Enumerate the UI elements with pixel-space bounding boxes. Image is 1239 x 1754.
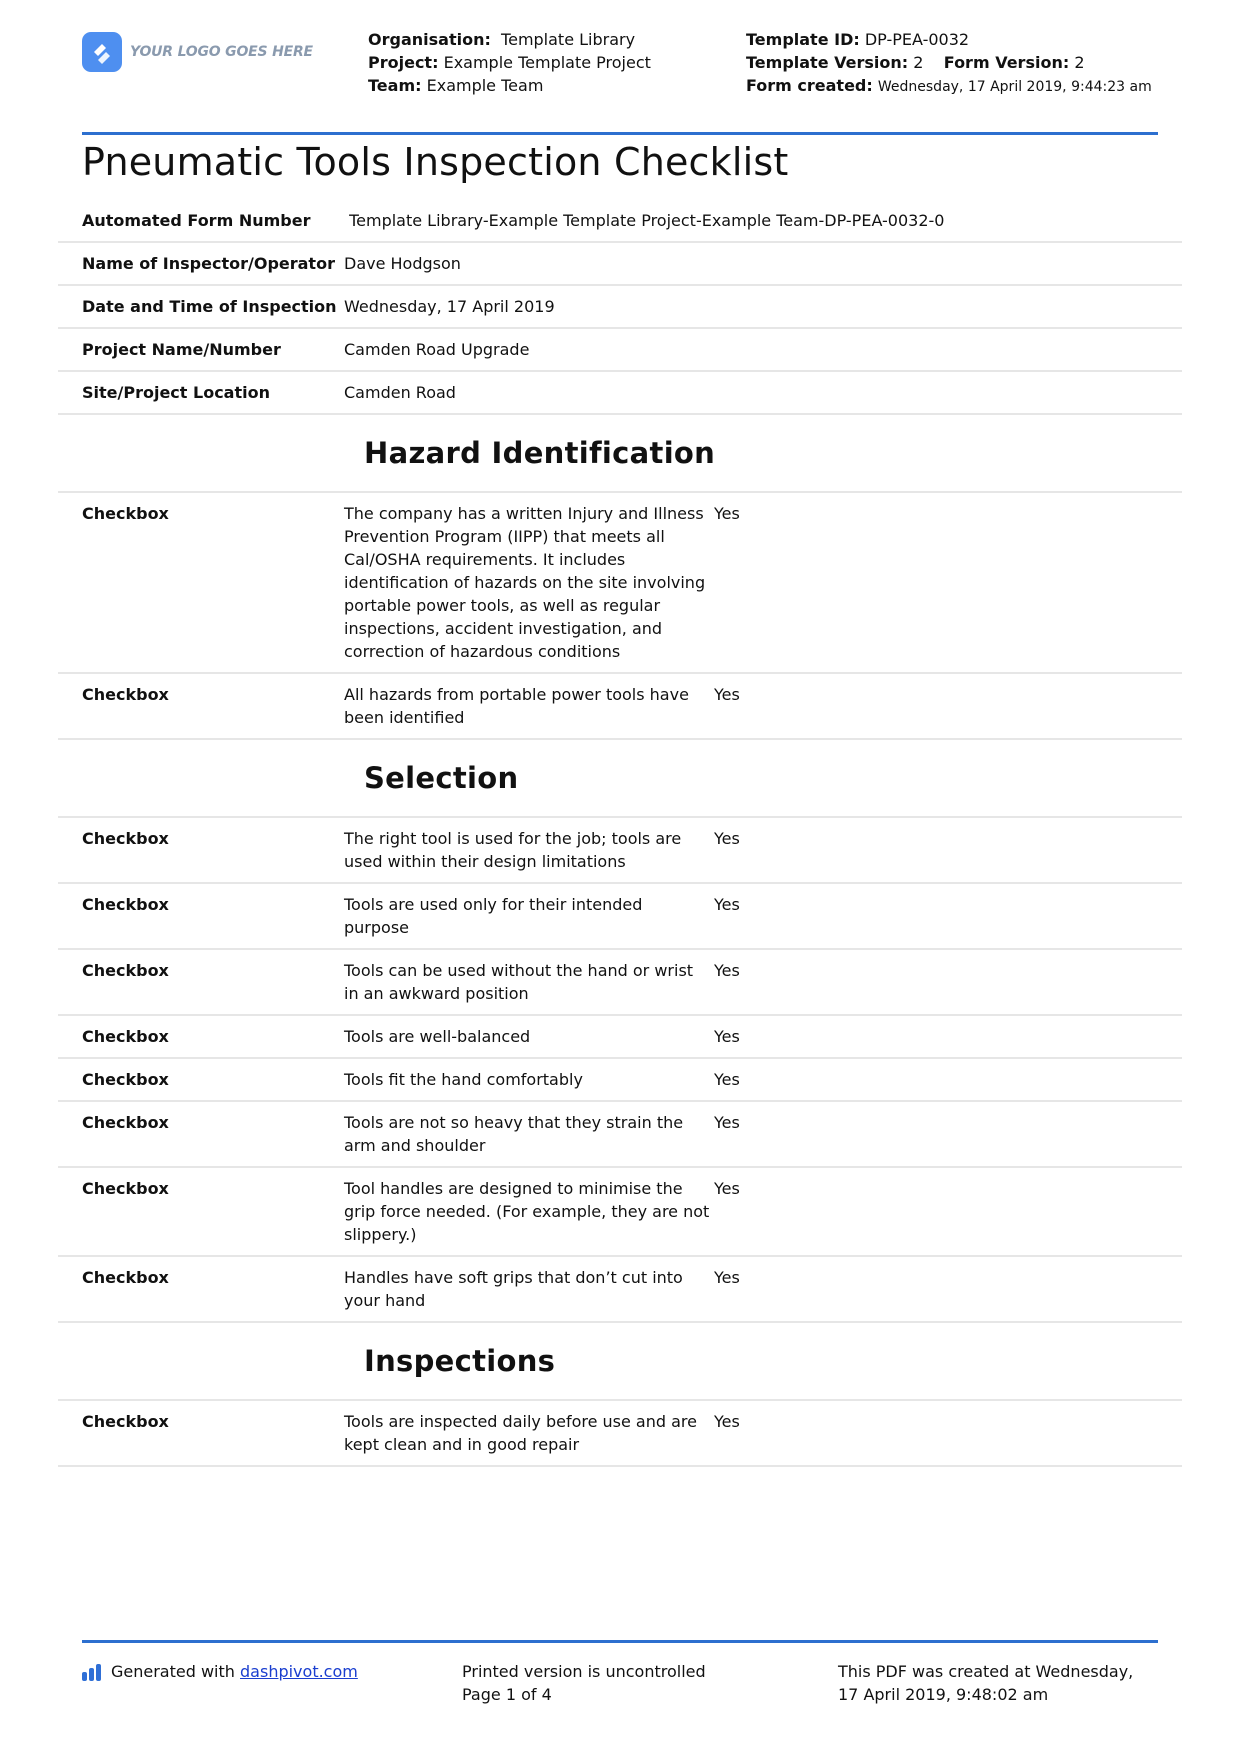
checklist-item xyxy=(58,1059,1182,1102)
item-label: Checkbox xyxy=(82,1027,169,1046)
item-answer: Yes xyxy=(714,1070,740,1089)
form-version-label: Form Version: xyxy=(943,53,1070,72)
item-text: Tools are used only for their intended purpose xyxy=(344,895,643,937)
project-label: Project: xyxy=(368,53,439,72)
item-answer: Yes xyxy=(714,1027,740,1046)
page-title: Pneumatic Tools Inspection Checklist xyxy=(82,140,789,184)
template-version-value: 2 xyxy=(913,53,924,72)
page-number: Page 1 of 4 xyxy=(462,1685,552,1704)
dashpivot-link[interactable]: dashpivot.com xyxy=(240,1662,358,1681)
detail-label: Name of Inspector/Operator xyxy=(82,254,335,273)
item-text: Tools can be used without the hand or wrist in an awkward position xyxy=(344,961,694,1003)
pdf-created: This PDF was created at Wednesday, 17 April 2019, 9:48:02 am xyxy=(838,1662,1134,1704)
detail-value: Camden Road Upgrade xyxy=(344,340,530,359)
item-label: Checkbox xyxy=(82,829,169,848)
dashpivot-icon xyxy=(82,1663,103,1681)
detail-value: Dave Hodgson xyxy=(344,254,461,273)
header-divider xyxy=(82,132,1158,135)
item-answer: Yes xyxy=(714,1412,740,1431)
item-answer: Yes xyxy=(714,895,740,914)
item-label: Checkbox xyxy=(82,895,169,914)
organisation-meta xyxy=(368,28,651,97)
checklist-item xyxy=(58,1401,1182,1467)
form-created-value: Wednesday, 17 April 2019, 9:44:23 am xyxy=(877,79,1152,95)
section-heading: Hazard Identification xyxy=(364,436,716,470)
item-label: Checkbox xyxy=(82,685,169,704)
project-value: Example Template Project xyxy=(443,53,651,72)
item-label: Checkbox xyxy=(82,1268,169,1287)
section-header xyxy=(58,415,1182,493)
detail-value: Wednesday, 17 April 2019 xyxy=(344,297,555,316)
item-text: Tool handles are designed to minimise the grip force needed. (For example, they are not slippery.) xyxy=(344,1179,710,1244)
item-label: Checkbox xyxy=(82,504,169,523)
detail-value: Template Library-Example Template Project-Example Team-DP-PEA-0032-0 xyxy=(344,211,945,230)
checklist-table xyxy=(58,200,1182,1467)
item-text: The company has a written Injury and Illness Prevention Program (IIPP) that meets all Cal/OSHA requirements. It includes identification of hazards on the site involving portable power tools, as well as regular inspections, accident investigation, and correction of hazardous conditions xyxy=(344,504,706,661)
checklist-item xyxy=(58,493,1182,674)
checklist-item xyxy=(58,818,1182,884)
logo-icon xyxy=(82,32,122,72)
organisation-label: Organisation: xyxy=(368,30,491,49)
checklist-item xyxy=(58,674,1182,740)
company-logo xyxy=(82,32,313,72)
item-label: Checkbox xyxy=(82,1070,169,1089)
footer-divider xyxy=(82,1640,1158,1643)
item-answer: Yes xyxy=(714,1113,740,1132)
checklist-item xyxy=(58,950,1182,1016)
item-answer: Yes xyxy=(714,504,740,523)
item-text: The right tool is used for the job; tools are used within their design limitations xyxy=(344,829,682,871)
team-label: Team: xyxy=(368,76,422,95)
generated-with xyxy=(82,1660,358,1683)
detail-row xyxy=(58,372,1182,415)
item-answer: Yes xyxy=(714,685,740,704)
detail-row xyxy=(58,329,1182,372)
item-answer: Yes xyxy=(714,1179,740,1198)
template-meta xyxy=(746,28,1156,99)
checklist-item xyxy=(58,1016,1182,1059)
uncontrolled-notice xyxy=(462,1660,706,1706)
checklist-item xyxy=(58,1168,1182,1257)
item-label: Checkbox xyxy=(82,1179,169,1198)
item-text: All hazards from portable power tools have been identified xyxy=(344,685,689,727)
item-answer: Yes xyxy=(714,1268,740,1287)
section-heading: Selection xyxy=(364,761,519,795)
detail-row xyxy=(58,200,1182,243)
item-text: Tools are not so heavy that they strain the arm and shoulder xyxy=(344,1113,684,1155)
item-label: Checkbox xyxy=(82,961,169,980)
checklist-item xyxy=(58,1257,1182,1323)
item-text: Handles have soft grips that don’t cut into your hand xyxy=(344,1268,683,1310)
form-version-value: 2 xyxy=(1074,53,1085,72)
section-heading: Inspections xyxy=(364,1344,556,1378)
generated-prefix: Generated with xyxy=(111,1662,235,1681)
uncontrolled-text: Printed version is uncontrolled xyxy=(462,1662,706,1681)
item-answer: Yes xyxy=(714,829,740,848)
template-id-value: DP-PEA-0032 xyxy=(864,30,970,49)
detail-row xyxy=(58,243,1182,286)
detail-label: Automated Form Number xyxy=(82,211,311,230)
item-text: Tools fit the hand comfortably xyxy=(344,1070,583,1089)
organisation-value: Template Library xyxy=(495,30,636,49)
detail-row xyxy=(58,286,1182,329)
section-header xyxy=(58,740,1182,818)
detail-label: Project Name/Number xyxy=(82,340,281,359)
logo-text: YOUR LOGO GOES HERE xyxy=(130,44,313,60)
form-created-label: Form created: xyxy=(746,76,873,95)
detail-value: Camden Road xyxy=(344,383,456,402)
document-header xyxy=(82,28,1158,126)
item-label: Checkbox xyxy=(82,1113,169,1132)
checklist-item xyxy=(58,884,1182,950)
team-value: Example Team xyxy=(426,76,544,95)
item-text: Tools are well-balanced xyxy=(344,1027,531,1046)
item-answer: Yes xyxy=(714,961,740,980)
detail-label: Site/Project Location xyxy=(82,383,270,402)
detail-label: Date and Time of Inspection xyxy=(82,297,337,316)
item-label: Checkbox xyxy=(82,1412,169,1431)
item-text: Tools are inspected daily before use and are kept clean and in good repair xyxy=(344,1412,697,1454)
template-version-label: Template Version: xyxy=(746,53,909,72)
checklist-item xyxy=(58,1102,1182,1168)
template-id-label: Template ID: xyxy=(746,30,860,49)
section-header xyxy=(58,1323,1182,1401)
